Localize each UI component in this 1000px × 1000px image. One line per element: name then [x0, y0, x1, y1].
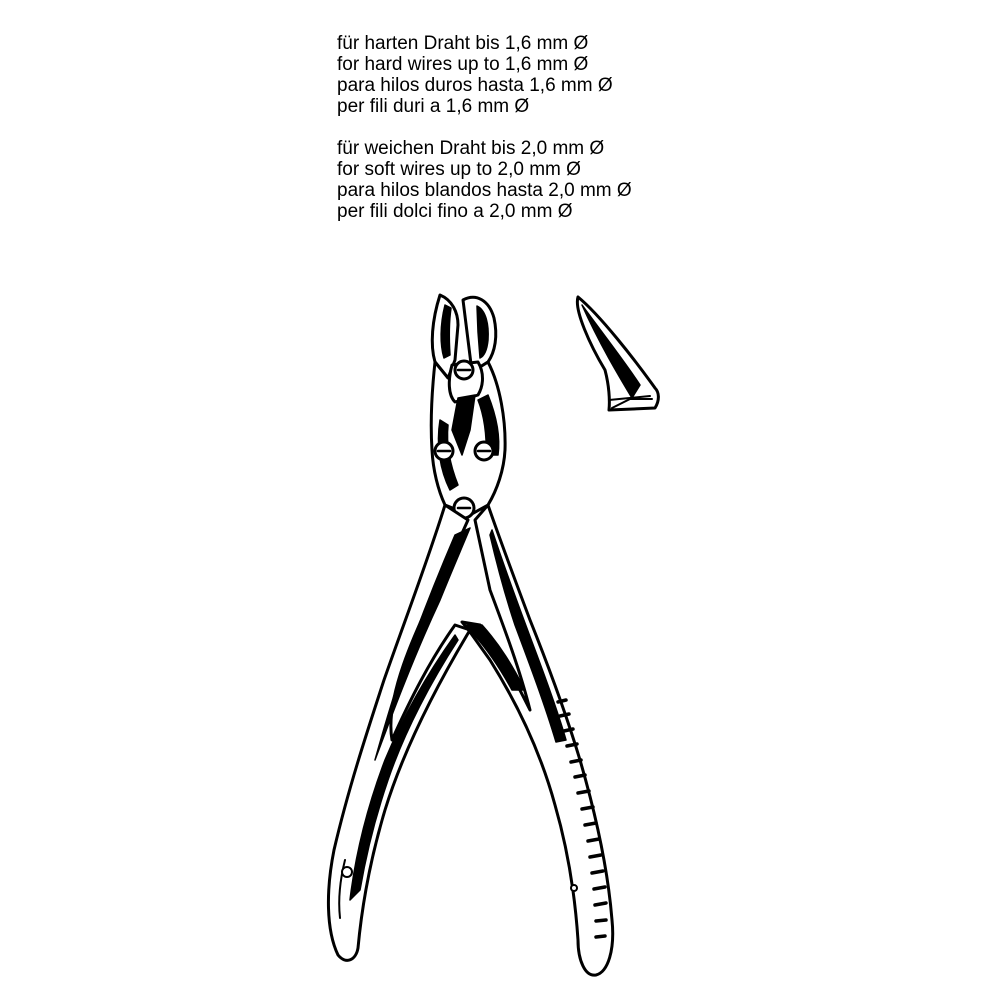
- hard-wire-spec-es: para hilos duros hasta 1,6 mm Ø: [337, 75, 613, 96]
- top-screw-icon: [455, 361, 473, 379]
- right-screw-icon: [475, 442, 493, 460]
- hard-wire-spec-de: für harten Draht bis 1,6 mm Ø: [337, 33, 589, 54]
- soft-wire-spec-en: for soft wires up to 2,0 mm Ø: [337, 159, 581, 180]
- left-screw-icon: [435, 442, 453, 460]
- pliers-head: [431, 362, 505, 515]
- left-handle: [328, 505, 470, 960]
- soft-wire-spec-es: para hilos blandos hasta 2,0 mm Ø: [337, 180, 632, 201]
- wire-cutting-pliers-icon: [328, 295, 612, 975]
- soft-wire-spec-de: für weichen Draht bis 2,0 mm Ø: [337, 138, 605, 159]
- soft-wire-spec-it: per fili dolci fino a 2,0 mm Ø: [337, 201, 573, 222]
- right-handle: [462, 505, 613, 975]
- hard-wire-spec-it: per fili duri a 1,6 mm Ø: [337, 96, 530, 117]
- cutting-tip-detail-icon: [577, 297, 658, 410]
- hard-wire-spec-en: for hard wires up to 1,6 mm Ø: [337, 54, 589, 75]
